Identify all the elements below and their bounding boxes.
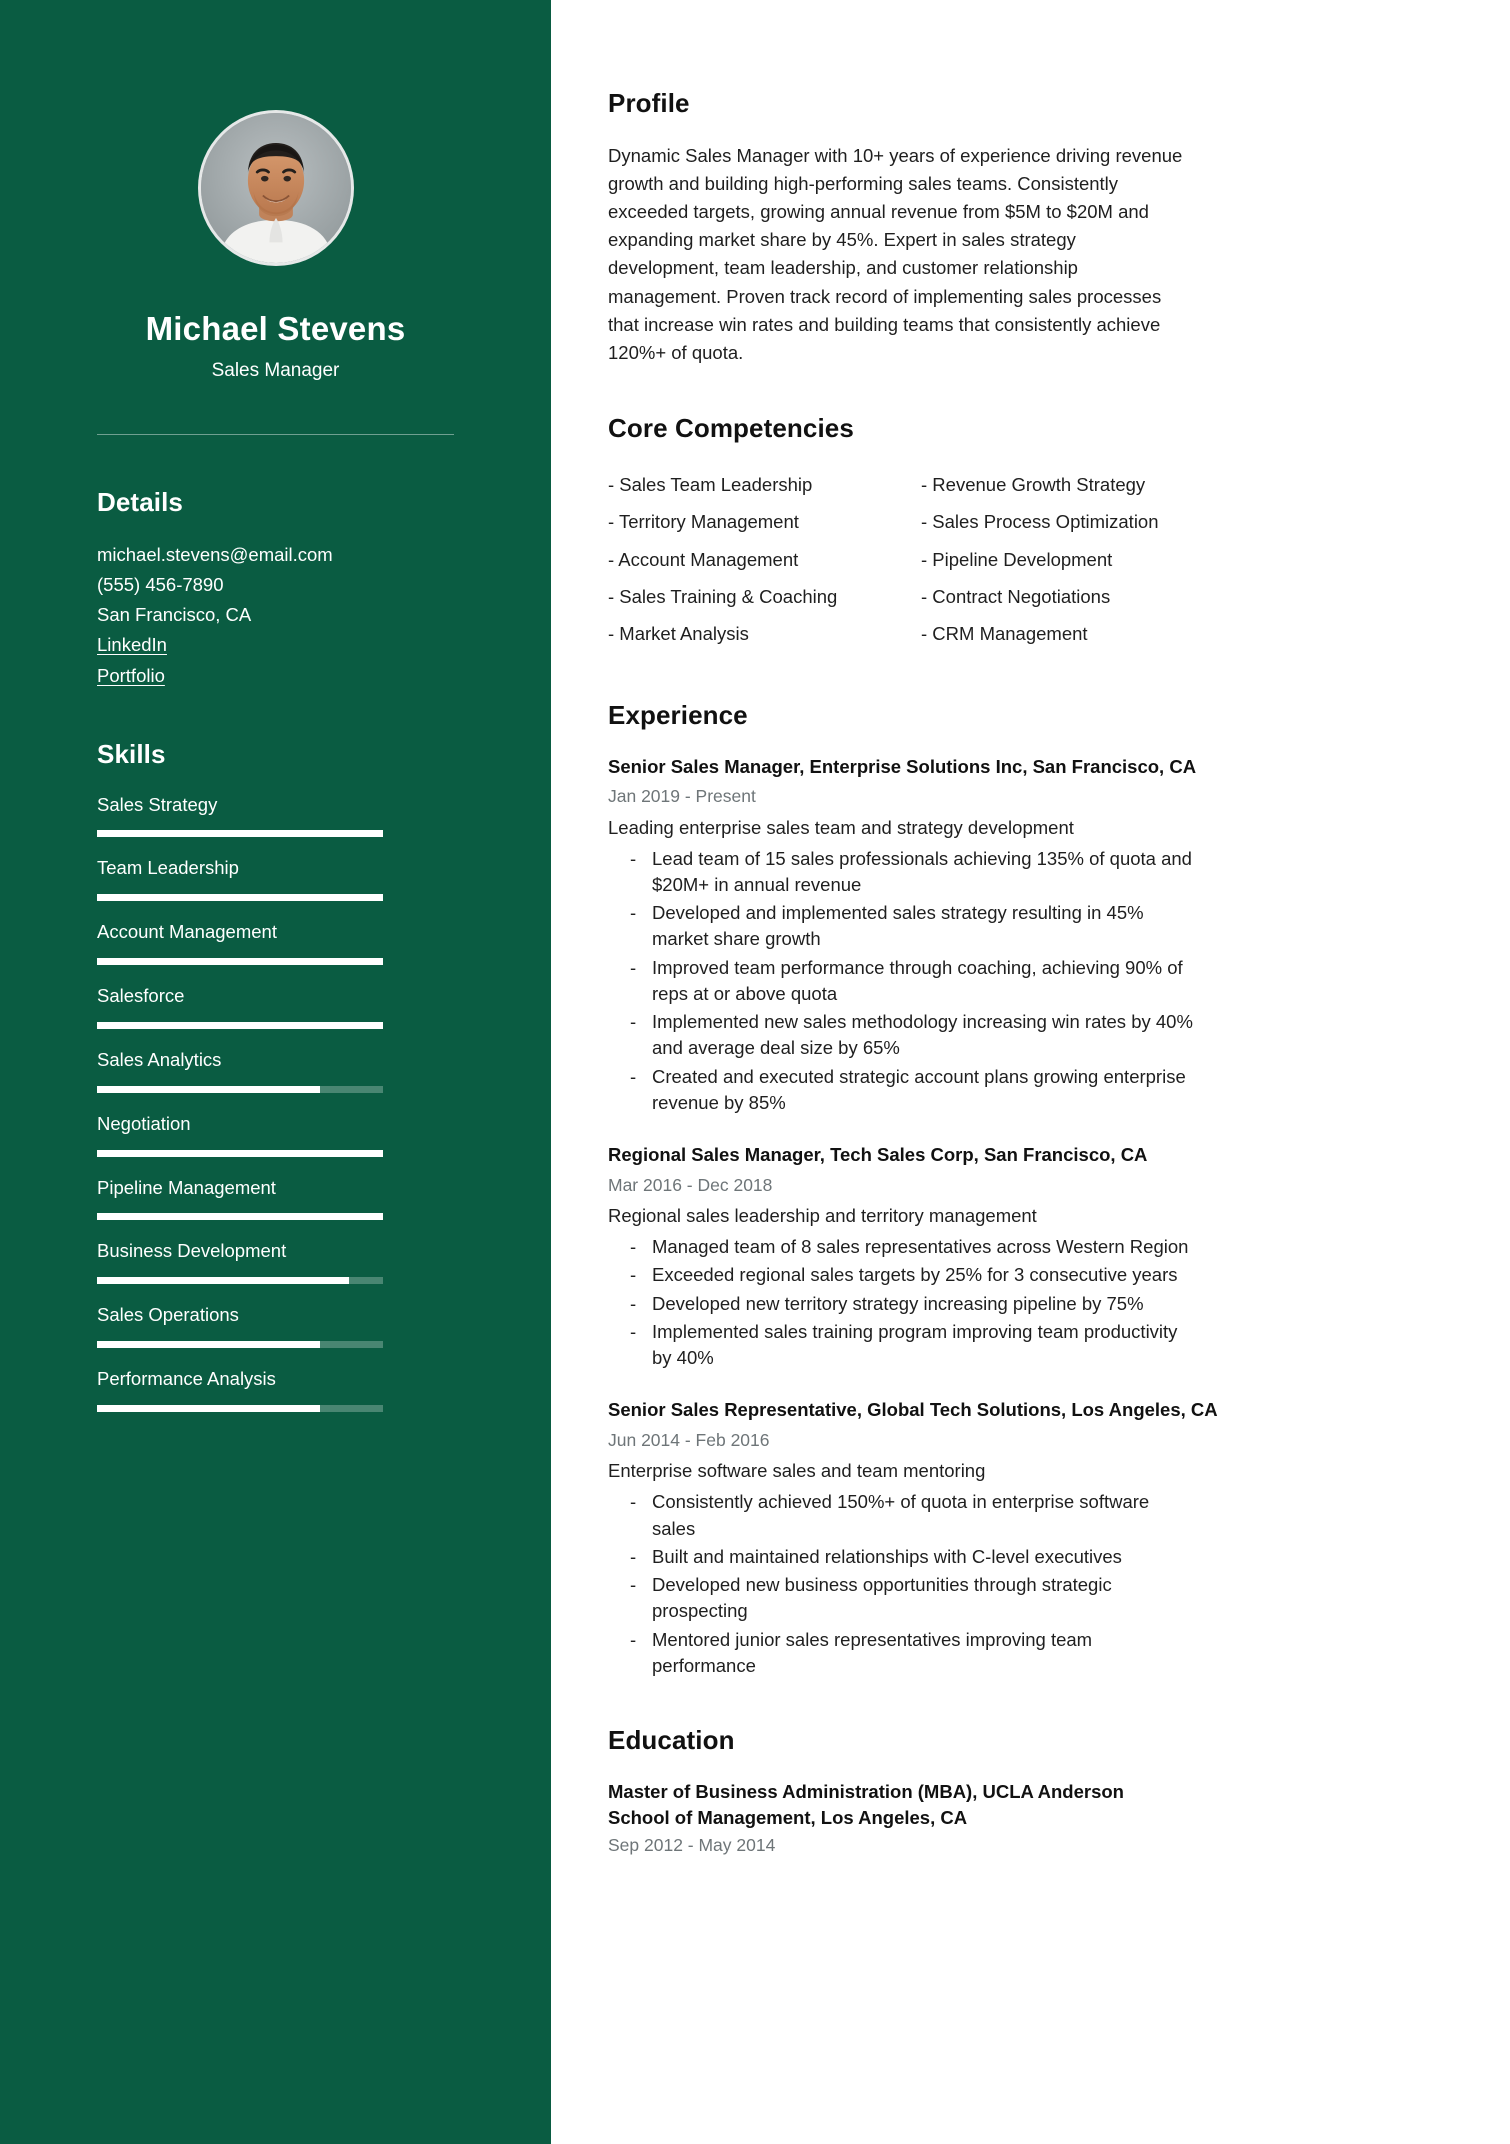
job-bullet: - Managed team of 8 sales representatives across Western Region bbox=[626, 1234, 1196, 1260]
skill-bar-track bbox=[97, 1022, 383, 1029]
job-bullet: - Implemented new sales methodology increasing win rates by 40% and average deal size by 65% bbox=[626, 1009, 1196, 1062]
job-bullet: - Built and maintained relationships with C-level executives bbox=[626, 1544, 1196, 1570]
skill-item bbox=[97, 1302, 454, 1348]
sidebar-divider bbox=[97, 434, 454, 435]
skill-bar-track bbox=[97, 1086, 383, 1093]
detail-phone: (555) 456-7890 bbox=[97, 574, 224, 596]
education-degree: Master of Business Administration (MBA), UCLA Anderson School of Management, Los Angeles, CA bbox=[608, 1781, 1124, 1828]
job-title-line: Regional Sales Manager, Tech Sales Corp, San Francisco, CA bbox=[608, 1144, 1148, 1166]
job-dates: Jun 2014 - Feb 2016 bbox=[608, 1429, 770, 1450]
job-bullet: - Developed and implemented sales strategy resulting in 45% market share growth bbox=[626, 900, 1196, 953]
job-summary: Leading enterprise sales team and strategy development bbox=[608, 816, 1074, 838]
education-dates: Sep 2012 - May 2014 bbox=[608, 1835, 776, 1856]
detail-portfolio-link[interactable]: Portfolio bbox=[97, 664, 165, 686]
education-heading: Education bbox=[608, 1725, 735, 1756]
job-title-line: Senior Sales Representative, Global Tech Solutions, Los Angeles, CA bbox=[608, 1399, 1218, 1421]
skill-label: Pipeline Management bbox=[97, 1176, 276, 1198]
skill-bar-track bbox=[97, 1213, 383, 1220]
skill-label: Team Leadership bbox=[97, 857, 239, 879]
skill-bar-fill bbox=[97, 1341, 320, 1348]
skill-item bbox=[97, 1366, 454, 1412]
profile-text: Dynamic Sales Manager with 10+ years of experience driving revenue growth and building high-performing sales teams. Consistently exceeded targets, growing annual revenue from $5M to $20M and expanding market share by 45%. Expert in sales strategy development, team leadership, and customer relationship management. Proven track record of implementing sales processes that increase win rates and building teams that consistently achieve 120%+ of quota. bbox=[608, 145, 1183, 363]
competency-item: - Account Management bbox=[608, 548, 799, 570]
skill-bar-track bbox=[97, 1277, 383, 1284]
job-bullet: - Consistently achieved 150%+ of quota in enterprise software sales bbox=[626, 1489, 1196, 1542]
job-bullet: - Exceeded regional sales targets by 25% for 3 consecutive years bbox=[626, 1262, 1196, 1288]
sidebar bbox=[0, 0, 551, 2144]
experience-entry bbox=[608, 1142, 1450, 1371]
avatar-container bbox=[97, 0, 454, 266]
competency-item: - Contract Negotiations bbox=[921, 585, 1111, 607]
skill-label: Business Development bbox=[97, 1240, 287, 1262]
competency-item: - CRM Management bbox=[921, 623, 1088, 645]
competency-item: - Pipeline Development bbox=[921, 548, 1113, 570]
profile-heading: Profile bbox=[608, 88, 690, 118]
competency-item: - Market Analysis bbox=[608, 623, 749, 645]
skills-list bbox=[97, 792, 454, 1412]
education-entry bbox=[608, 1779, 1450, 1856]
job-bullet: - Mentored junior sales representatives improving team performance bbox=[626, 1627, 1196, 1680]
skill-item bbox=[97, 1111, 454, 1157]
skill-bar-fill bbox=[97, 1086, 320, 1093]
skill-bar-track bbox=[97, 1150, 383, 1157]
main-content bbox=[551, 0, 1510, 2144]
job-bullet: - Developed new business opportunities through strategic prospecting bbox=[626, 1572, 1196, 1625]
job-summary: Regional sales leadership and territory management bbox=[608, 1205, 1037, 1227]
skill-bar-fill bbox=[97, 830, 383, 837]
profile-photo-icon bbox=[201, 113, 351, 263]
competency-item: - Territory Management bbox=[608, 511, 799, 533]
core-competencies-grid bbox=[608, 467, 1198, 654]
job-summary: Enterprise software sales and team mentoring bbox=[608, 1460, 986, 1482]
experience-entry bbox=[608, 754, 1450, 1117]
skill-label: Salesforce bbox=[97, 985, 185, 1007]
job-bullet: - Developed new territory strategy increasing pipeline by 75% bbox=[626, 1291, 1196, 1317]
skill-label: Account Management bbox=[97, 921, 277, 943]
job-bullet: - Improved team performance through coaching, achieving 90% of reps at or above quota bbox=[626, 955, 1196, 1008]
job-dates: Jan 2019 - Present bbox=[608, 786, 756, 807]
skill-bar-fill bbox=[97, 958, 383, 965]
job-dates: Mar 2016 - Dec 2018 bbox=[608, 1174, 773, 1195]
skill-item bbox=[97, 1047, 454, 1093]
job-title-line: Senior Sales Manager, Enterprise Solutions Inc, San Francisco, CA bbox=[608, 755, 1197, 777]
job-bullet: - Created and executed strategic account plans growing enterprise revenue by 85% bbox=[626, 1064, 1196, 1117]
core-competencies-heading: Core Competencies bbox=[608, 412, 854, 443]
experience-heading: Experience bbox=[608, 699, 748, 730]
skill-bar-track bbox=[97, 1341, 383, 1348]
skill-bar-fill bbox=[97, 894, 383, 901]
job-bullets bbox=[608, 1234, 1450, 1371]
competency-item: - Revenue Growth Strategy bbox=[921, 473, 1146, 495]
job-bullets bbox=[608, 846, 1450, 1117]
skill-item bbox=[97, 855, 454, 901]
skill-label: Sales Operations bbox=[97, 1304, 239, 1326]
skill-label: Sales Strategy bbox=[97, 793, 218, 815]
job-bullet: - Implemented sales training program improving team productivity by 40% bbox=[626, 1319, 1196, 1372]
competency-item: - Sales Training & Coaching bbox=[608, 585, 838, 607]
job-bullets bbox=[608, 1489, 1450, 1679]
skill-bar-fill bbox=[97, 1277, 349, 1284]
skill-bar-track bbox=[97, 958, 383, 965]
skills-heading: Skills bbox=[97, 738, 166, 769]
skill-bar-fill bbox=[97, 1405, 320, 1412]
skill-item bbox=[97, 1238, 454, 1284]
skill-bar-fill bbox=[97, 1213, 383, 1220]
skill-bar-track bbox=[97, 894, 383, 901]
detail-location: San Francisco, CA bbox=[97, 604, 252, 626]
detail-email: michael.stevens@email.com bbox=[97, 543, 333, 565]
skill-label: Negotiation bbox=[97, 1112, 191, 1134]
avatar bbox=[198, 110, 354, 266]
skill-bar-fill bbox=[97, 1022, 383, 1029]
competency-item: - Sales Process Optimization bbox=[921, 511, 1159, 533]
details-heading: Details bbox=[97, 486, 183, 517]
competency-item: - Sales Team Leadership bbox=[608, 473, 813, 495]
skill-item bbox=[97, 792, 454, 838]
skill-item bbox=[97, 919, 454, 965]
job-title: Sales Manager bbox=[211, 359, 340, 381]
skill-item bbox=[97, 983, 454, 1029]
skill-bar-fill bbox=[97, 1150, 383, 1157]
skill-bar-track bbox=[97, 830, 383, 837]
skill-label: Sales Analytics bbox=[97, 1048, 222, 1070]
experience-entry bbox=[608, 1397, 1450, 1679]
skill-item bbox=[97, 1175, 454, 1221]
skill-label: Performance Analysis bbox=[97, 1367, 276, 1389]
skill-bar-track bbox=[97, 1405, 383, 1412]
job-bullet: - Lead team of 15 sales professionals achieving 135% of quota and $20M+ in annual revenue bbox=[626, 846, 1196, 899]
full-name: Michael Stevens bbox=[145, 310, 406, 347]
detail-linkedin-link[interactable]: LinkedIn bbox=[97, 634, 167, 656]
details-list bbox=[97, 540, 454, 691]
